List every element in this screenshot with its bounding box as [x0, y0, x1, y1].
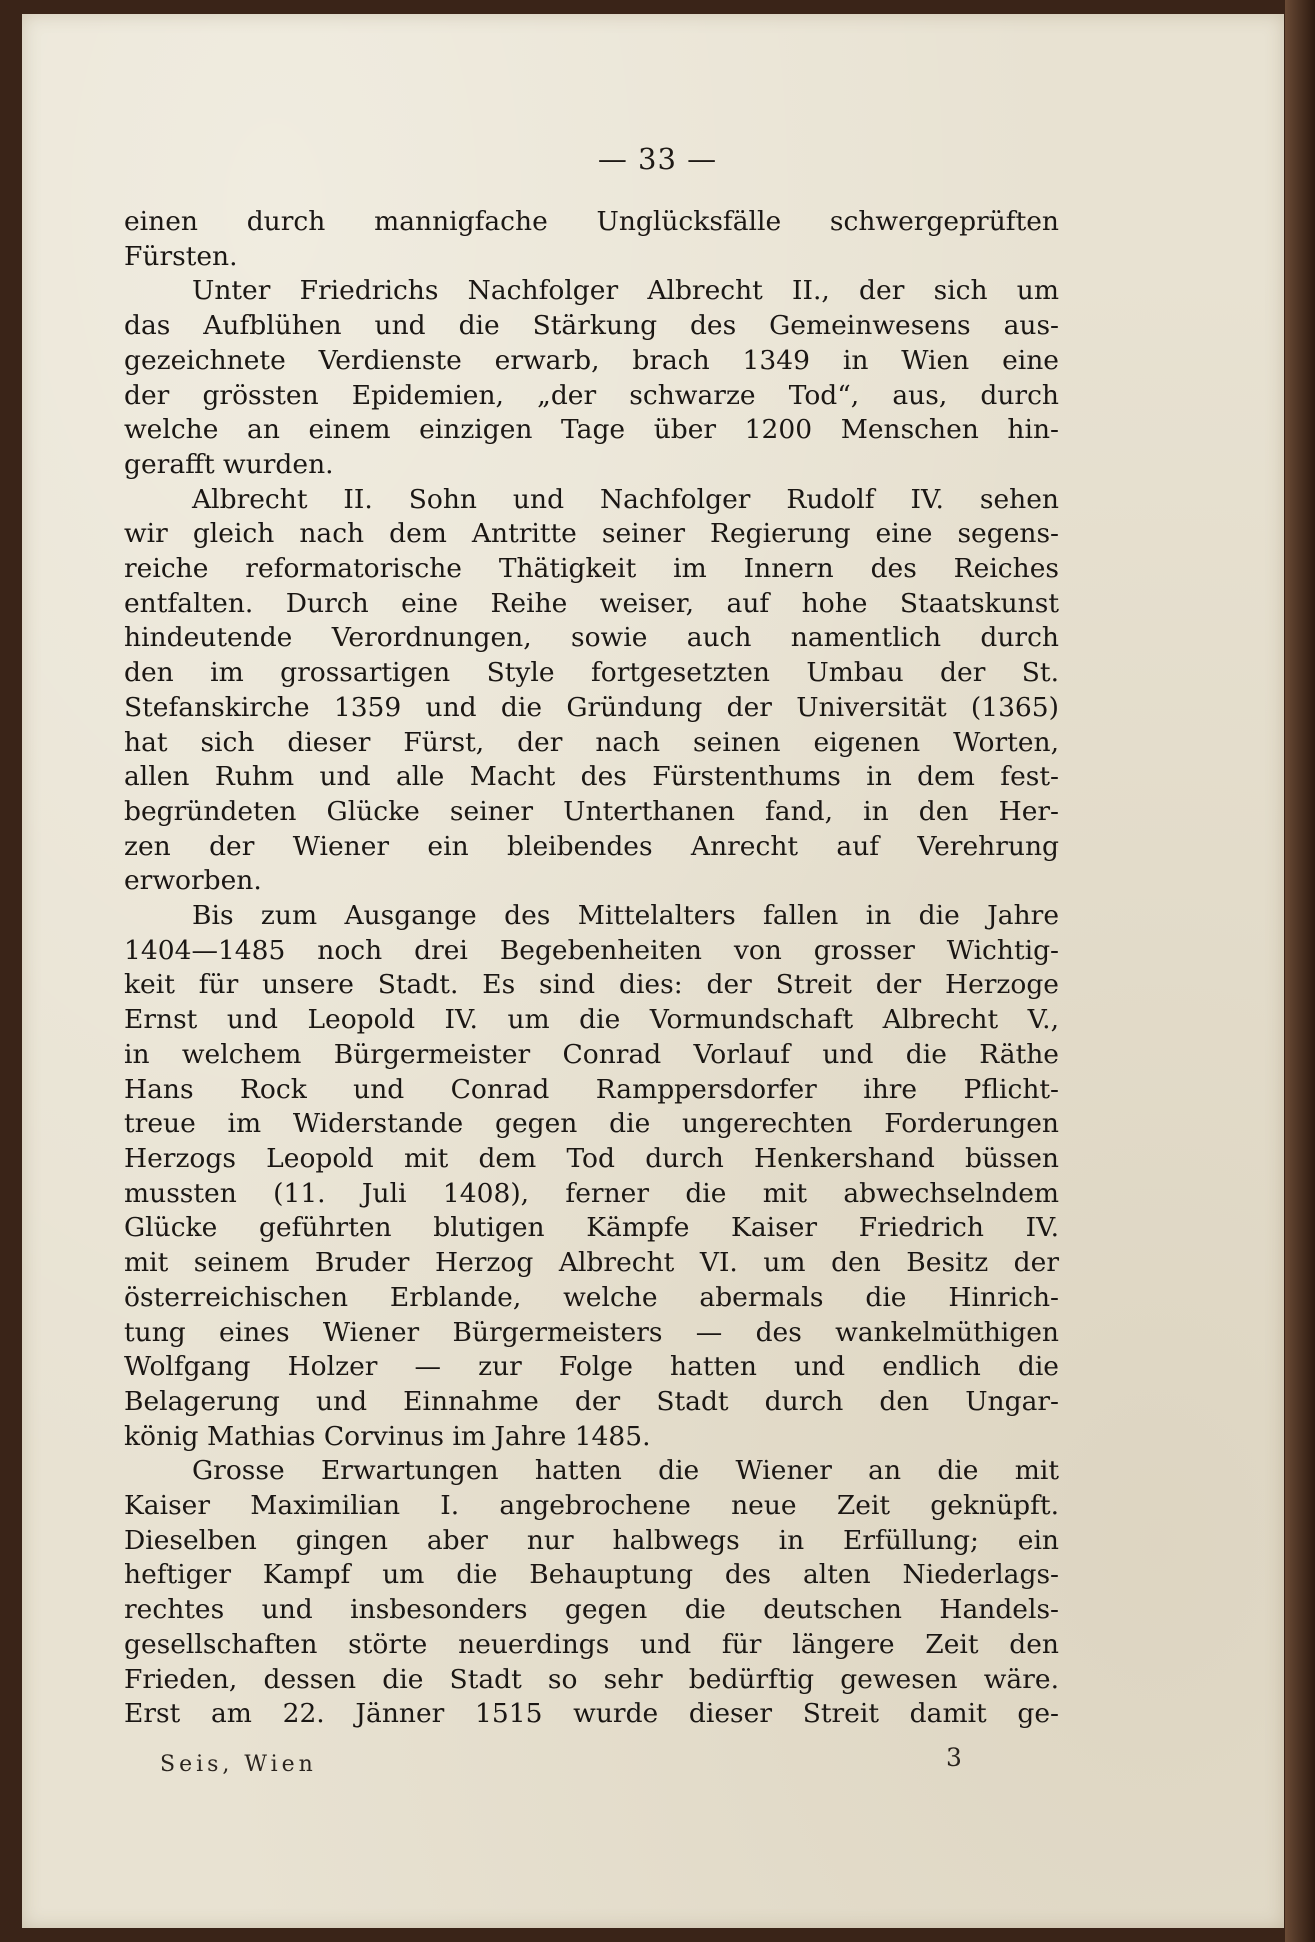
text-line: könig Mathias Corvinus im Jahre 1485. [124, 1420, 651, 1452]
text-line: mussten (11. Juli 1408), ferner die mit abwechselndem [124, 1177, 1059, 1209]
text-line: Kaiser Maximilian I. angebrochene neue Zeit geknüpft. [124, 1490, 1059, 1522]
text-line: Hans Rock und Conrad Ramppersdorfer ihre Pflicht- [124, 1073, 1059, 1105]
text-line: Fürsten. [124, 240, 238, 272]
text-line: Belagerung und Einnahme der Stadt durch den Ungar- [124, 1385, 1059, 1417]
text-line: keit für unsere Stadt. Es sind dies: der Streit der Herzoge [124, 969, 1059, 1001]
text-line: begründeten Glücke seiner Unterthanen fand, in den Her- [124, 795, 1059, 827]
text-line: tung eines Wiener Bürgermeisters — des wankelmüthigen [124, 1316, 1059, 1348]
printer-signature: Seis, Wien [160, 1752, 317, 1777]
text-line: rechtes und insbesonders gegen die deutschen Handels- [124, 1594, 1059, 1626]
text-line: Grosse Erwartungen hatten die Wiener an die mit [192, 1455, 1059, 1487]
text-line: gerafft wurden. [124, 448, 334, 480]
text-line: den im grossartigen Style fortgesetzten Umbau der St. [124, 657, 1059, 689]
text-line: 1404—1485 noch drei Begebenheiten von grosser Wichtig- [124, 934, 1059, 966]
text-line: das Aufblühen und die Stärkung des Gemeinwesens aus- [124, 310, 1059, 342]
text-line: reiche reformatorische Thätigkeit im Innern des Reiches [124, 553, 1059, 585]
text-line: allen Ruhm und alle Macht des Fürstenthums in dem fest- [124, 761, 1059, 793]
text-line: Dieselben gingen aber nur halbwegs in Erfüllung; ein [124, 1524, 1059, 1556]
text-line: einen durch mannigfache Unglücksfälle schwergeprüften [124, 206, 1059, 237]
text-line: treue im Widerstande gegen die ungerechten Forderungen [124, 1108, 1059, 1140]
text-line: der grössten Epidemien, „der schwarze Tod“, aus, durch [124, 379, 1059, 411]
text-line: erworben. [124, 865, 262, 897]
text-line: mit seinem Bruder Herzog Albrecht VI. um den Besitz der [124, 1247, 1059, 1279]
page-number: — 33 — [597, 142, 718, 176]
text-line: wir gleich nach dem Antritte seiner Regierung eine segens- [124, 518, 1059, 550]
sheet-number: 3 [946, 1743, 962, 1772]
text-line: heftiger Kampf um die Behauptung des alten Niederlags- [124, 1559, 1059, 1591]
text-line: gesellschaften störte neuerdings und für längere Zeit den [124, 1628, 1059, 1660]
text-line: Unter Friedrichs Nachfolger Albrecht II., der sich um [192, 275, 1059, 307]
body-text [124, 205, 1059, 1732]
text-line: welche an einem einzigen Tage über 1200 Menschen hin- [124, 414, 1059, 446]
text-line: Glücke geführten blutigen Kämpfe Kaiser Friedrich IV. [124, 1212, 1059, 1244]
text-line: Wolfgang Holzer — zur Folge hatten und endlich die [124, 1351, 1059, 1383]
text-line: hat sich dieser Fürst, der nach seinen eigenen Worten, [124, 726, 1059, 758]
text-line: zen der Wiener ein bleibendes Anrecht auf Verehrung [124, 830, 1059, 862]
text-line: Herzogs Leopold mit dem Tod durch Henkershand büssen [124, 1142, 1059, 1174]
text-line: gezeichnete Verdienste erwarb, brach 1349 in Wien eine [124, 344, 1059, 376]
text-line: hindeutende Verordnungen, sowie auch namentlich durch [124, 622, 1059, 654]
text-line: österreichischen Erblande, welche abermals die Hinrich- [124, 1281, 1059, 1313]
text-line: Ernst und Leopold IV. um die Vormundschaft Albrecht V., [124, 1004, 1059, 1036]
text-line: Frieden, dessen die Stadt so sehr bedürftig gewesen wäre. [124, 1663, 1059, 1695]
text-line: Bis zum Ausgange des Mittelalters fallen in die Jahre [192, 900, 1059, 932]
text-line: entfalten. Durch eine Reihe weiser, auf hohe Staatskunst [124, 587, 1059, 619]
text-line: Erst am 22. Jänner 1515 wurde dieser Streit damit ge- [124, 1698, 1059, 1730]
text-line: Stefanskirche 1359 und die Gründung der Universität (1365) [124, 691, 1059, 723]
book-edge [1285, 0, 1315, 1942]
text-line: in welchem Bürgermeister Conrad Vorlauf und die Räthe [124, 1038, 1059, 1070]
text-line: Albrecht II. Sohn und Nachfolger Rudolf IV. sehen [192, 483, 1059, 515]
